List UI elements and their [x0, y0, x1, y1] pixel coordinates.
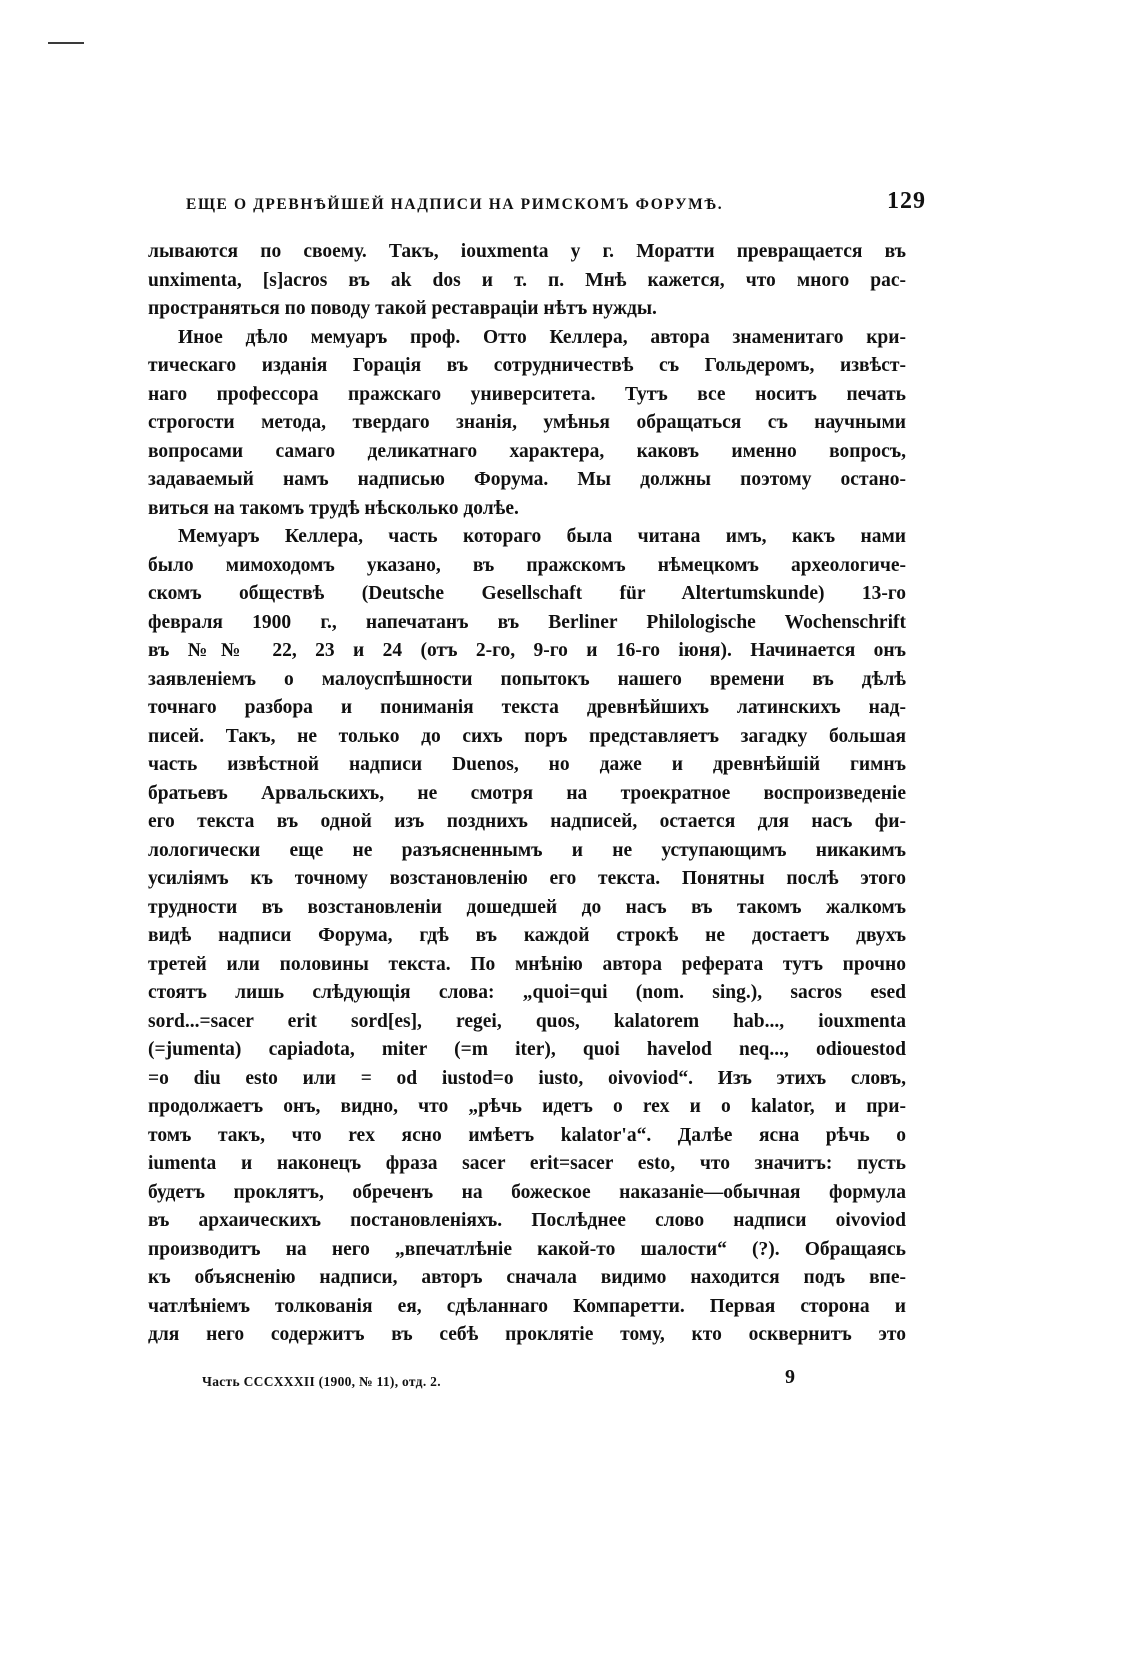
text-line: стоятъ лишь слѣдующія слова: „quoi=qui (nom. sing.), sacros esed: [148, 982, 906, 1003]
footer-signature: Часть CCCXXXII (1900, № 11), отд. 2.: [202, 1374, 441, 1389]
text-line: въ №№ 22, 23 и 24 (отъ 2-го, 9-го и 16-го іюня). Начинается онъ: [148, 640, 906, 661]
text-line: наго профессора пражскаго университета. Тутъ все носитъ печать: [148, 383, 906, 405]
text-line: sord...=sacer erit sord[es], regei, quos, kalatorem hab..., iouxmenta: [148, 1010, 906, 1032]
text-line: часть извѣстной надписи Duenos, но даже и древнѣйшій гимнъ: [148, 754, 906, 775]
running-head: [186, 188, 926, 222]
text-line: (=jumenta) capiadota, miter (=m iter), quoi havelod neq..., odiouestod: [148, 1039, 906, 1060]
text-line: его текста въ одной изъ позднихъ надписей, остается для насъ фи-: [148, 811, 906, 832]
text-line: видѣ надписи Форума, гдѣ въ каждой строкѣ не достаетъ двухъ: [148, 925, 906, 946]
text-line: unximenta, [s]acros въ ak dos и т. п. Мнѣ кажется, что много рас-: [148, 269, 906, 291]
text-line: iumenta и наконецъ фраза sacer erit=sacer esto, что значитъ: пусть: [148, 1153, 906, 1174]
text-line: было мимоходомъ указано, въ пражскомъ нѣмецкомъ археологиче-: [148, 554, 906, 576]
text-line: третей или половины текста. По мнѣнію автора реферата тутъ прочно: [148, 953, 906, 975]
text-line: трудности въ возстановленіи дошедшей до насъ въ такомъ жалкомъ: [148, 896, 906, 918]
text-line: лологически еще не разъясненнымъ и не уступающимъ никакимъ: [148, 839, 906, 861]
text-line: усиліямъ къ точному возстановленію его текста. Понятны послѣ этого: [148, 868, 906, 889]
text-line: производитъ на него „впечатлѣніе какой-то шалости“ (?). Обращаясь: [148, 1238, 906, 1260]
text-line: =o diu esto или = od iustod=o iusto, oivoviod“. Изъ этихъ словъ,: [148, 1067, 906, 1089]
body-text: [148, 238, 906, 1350]
text-line: тическаго изданія Горація въ сотрудничествѣ съ Гольдеромъ, извѣст-: [148, 355, 906, 376]
text-line: задаваемый намъ надписью Форума. Мы должны поэтому остано-: [148, 469, 906, 490]
text-line: къ объясненію надписи, авторъ сначала видимо находится подъ впе-: [148, 1267, 906, 1288]
text-line: томъ такъ, что rex ясно имѣетъ kalator'a“. Далѣе ясна рѣчь о: [148, 1124, 906, 1146]
text-line: виться на такомъ трудѣ нѣсколько долѣе.: [148, 497, 519, 519]
text-line: Мемуаръ Келлера, часть котораго была читана имъ, какъ нами: [178, 526, 906, 547]
text-line: заявленіемъ о малоуспѣшности попытокъ нашего времени въ дѣлѣ: [148, 668, 906, 690]
scan-edge-mark: [48, 42, 84, 44]
text-line: строгости метода, твердаго знанія, умѣнья обращаться съ научными: [148, 412, 906, 433]
text-line: будетъ проклятъ, обреченъ на божеское наказаніе—обычная формула: [148, 1181, 906, 1203]
text-line: пространяться по поводу такой реставраціи нѣтъ нужды.: [148, 298, 657, 319]
text-line: лываются по своему. Такъ, iouxmenta у г. Моратти превращается въ: [148, 241, 906, 262]
page-number: 129: [887, 188, 926, 214]
text-line: февраля 1900 г., напечатанъ въ Berliner Philologische Wochenschrift: [148, 611, 906, 633]
text-line: Иное дѣло мемуаръ проф. Отто Келлера, автора знаменитаго кри-: [178, 326, 906, 348]
running-title: ЕЩЕ О ДРЕВНѢЙШЕЙ НАДПИСИ НА РИМСКОМЪ ФОРУМѢ.: [186, 196, 724, 213]
text-line: скомъ обществѣ (Deutsche Gesellschaft für Altertumskunde) 13-го: [148, 583, 906, 604]
text-line: чатлѣніемъ толкованія ея, сдѣланнаго Компаретти. Первая сторона и: [148, 1295, 906, 1317]
sheet-number: 9: [785, 1366, 795, 1388]
text-line: для него содержитъ въ себѣ проклятіе тому, кто осквернитъ это: [148, 1324, 906, 1345]
text-line: въ архаическихъ постановленіяхъ. Послѣднее слово надписи oivoviod: [148, 1210, 906, 1231]
text-line: вопросами самаго деликатнаго характера, каковъ именно вопросъ,: [148, 440, 906, 462]
page-footer: [202, 1366, 822, 1396]
text-line: братьевъ Арвальскихъ, не смотря на троекратное воспроизведеніе: [148, 782, 906, 804]
text-line: точнаго разбора и пониманія текста древнѣйшихъ латинскихъ над-: [148, 697, 906, 718]
text-line: писей. Такъ, не только до сихъ поръ представляетъ загадку большая: [148, 725, 906, 747]
text-line: продолжаетъ онъ, видно, что „рѣчь идетъ о rex и о kalator, и при-: [148, 1096, 906, 1117]
